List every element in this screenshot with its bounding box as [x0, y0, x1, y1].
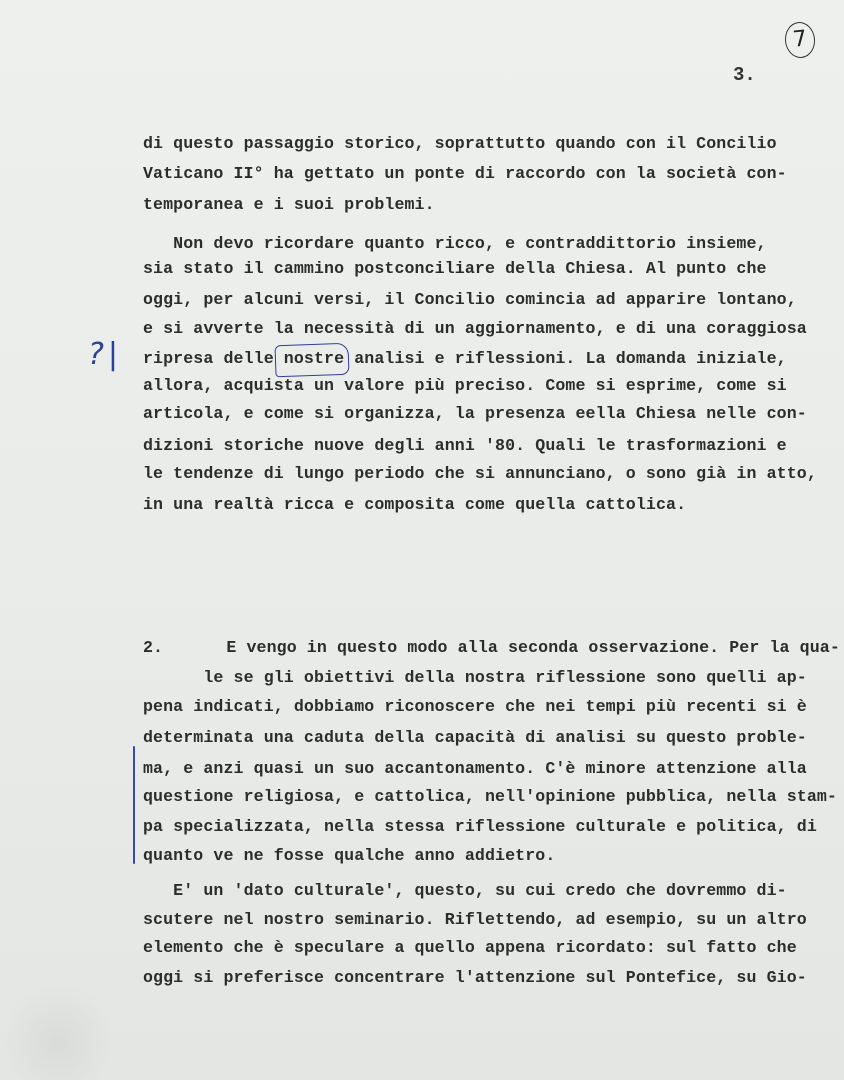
section-number: 2. — [143, 638, 163, 657]
text-line: pena indicati, dobbiamo riconoscere che nei tempi più recenti si è — [143, 697, 807, 716]
text-line: allora, acquista un valore più preciso. Come si esprime, come si — [143, 376, 787, 395]
text-line: Non devo ricordare quanto ricco, e contraddittorio insieme, — [143, 234, 767, 253]
text-line: e si avverte la necessità di un aggiornamento, e di una coraggiosa — [143, 319, 807, 338]
text-line: dizioni storiche nuove degli anni '80. Quali le trasformazioni e — [143, 436, 787, 455]
text-line: articola, e come si organizza, la presenza eella Chiesa nelle con- — [143, 404, 807, 423]
text-line: di questo passaggio storico, soprattutto quando con il Concilio — [143, 134, 777, 153]
text-line: Vaticano II° ha gettato un ponte di raccordo con la società con- — [143, 164, 787, 183]
handwritten-page-number: 7 — [783, 21, 817, 60]
text-line: elemento che è speculare a quello appena ricordato: sul fatto che — [143, 938, 797, 957]
archive-watermark-logo — [6, 985, 136, 1080]
text-line: sia stato il cammino postconciliare della Chiesa. Al punto che — [143, 259, 767, 278]
text-line: oggi, per alcuni versi, il Concilio comincia ad apparire lontano, — [143, 290, 797, 309]
text-line: E vengo in questo modo alla seconda osservazione. Per la qua- — [166, 638, 840, 657]
text-line: quanto ve ne fosse qualche anno addietro. — [143, 846, 556, 865]
margin-question-mark: ?| — [88, 337, 123, 372]
text-line: le se gli obiettivi della nostra riflessione sono quelli ap- — [143, 668, 807, 687]
text-line: E' un 'dato culturale', questo, su cui credo che dovremmo di- — [143, 881, 787, 900]
text-line: oggi si preferisce concentrare l'attenzione sul Pontefice, su Gio- — [143, 968, 807, 987]
text-line: determinata una caduta della capacità di analisi su questo proble- — [143, 728, 807, 747]
text-line: le tendenze di lungo periodo che si annunciano, o sono già in atto, — [143, 464, 817, 483]
text-line: scutere nel nostro seminario. Riflettendo, ad esempio, su un altro — [143, 910, 807, 929]
text-line: temporanea e i suoi problemi. — [143, 195, 435, 214]
text-line: pa specializzata, nella stessa riflessione culturale e politica, di — [143, 817, 817, 836]
typed-page-number: 3. — [733, 64, 756, 86]
margin-line-annotation — [133, 746, 135, 864]
text-line: ma, e anzi quasi un suo accantonamento. C'è minore attenzione alla — [143, 759, 807, 778]
text-line: in una realtà ricca e composita come quella cattolica. — [143, 495, 687, 514]
text-line: ripresa delle nostre analisi e riflessioni. La domanda iniziale, — [143, 349, 787, 368]
text-line: questione religiosa, e cattolica, nell'opinione pubblica, nella stam- — [143, 787, 837, 806]
word-circle-annotation — [274, 343, 349, 378]
